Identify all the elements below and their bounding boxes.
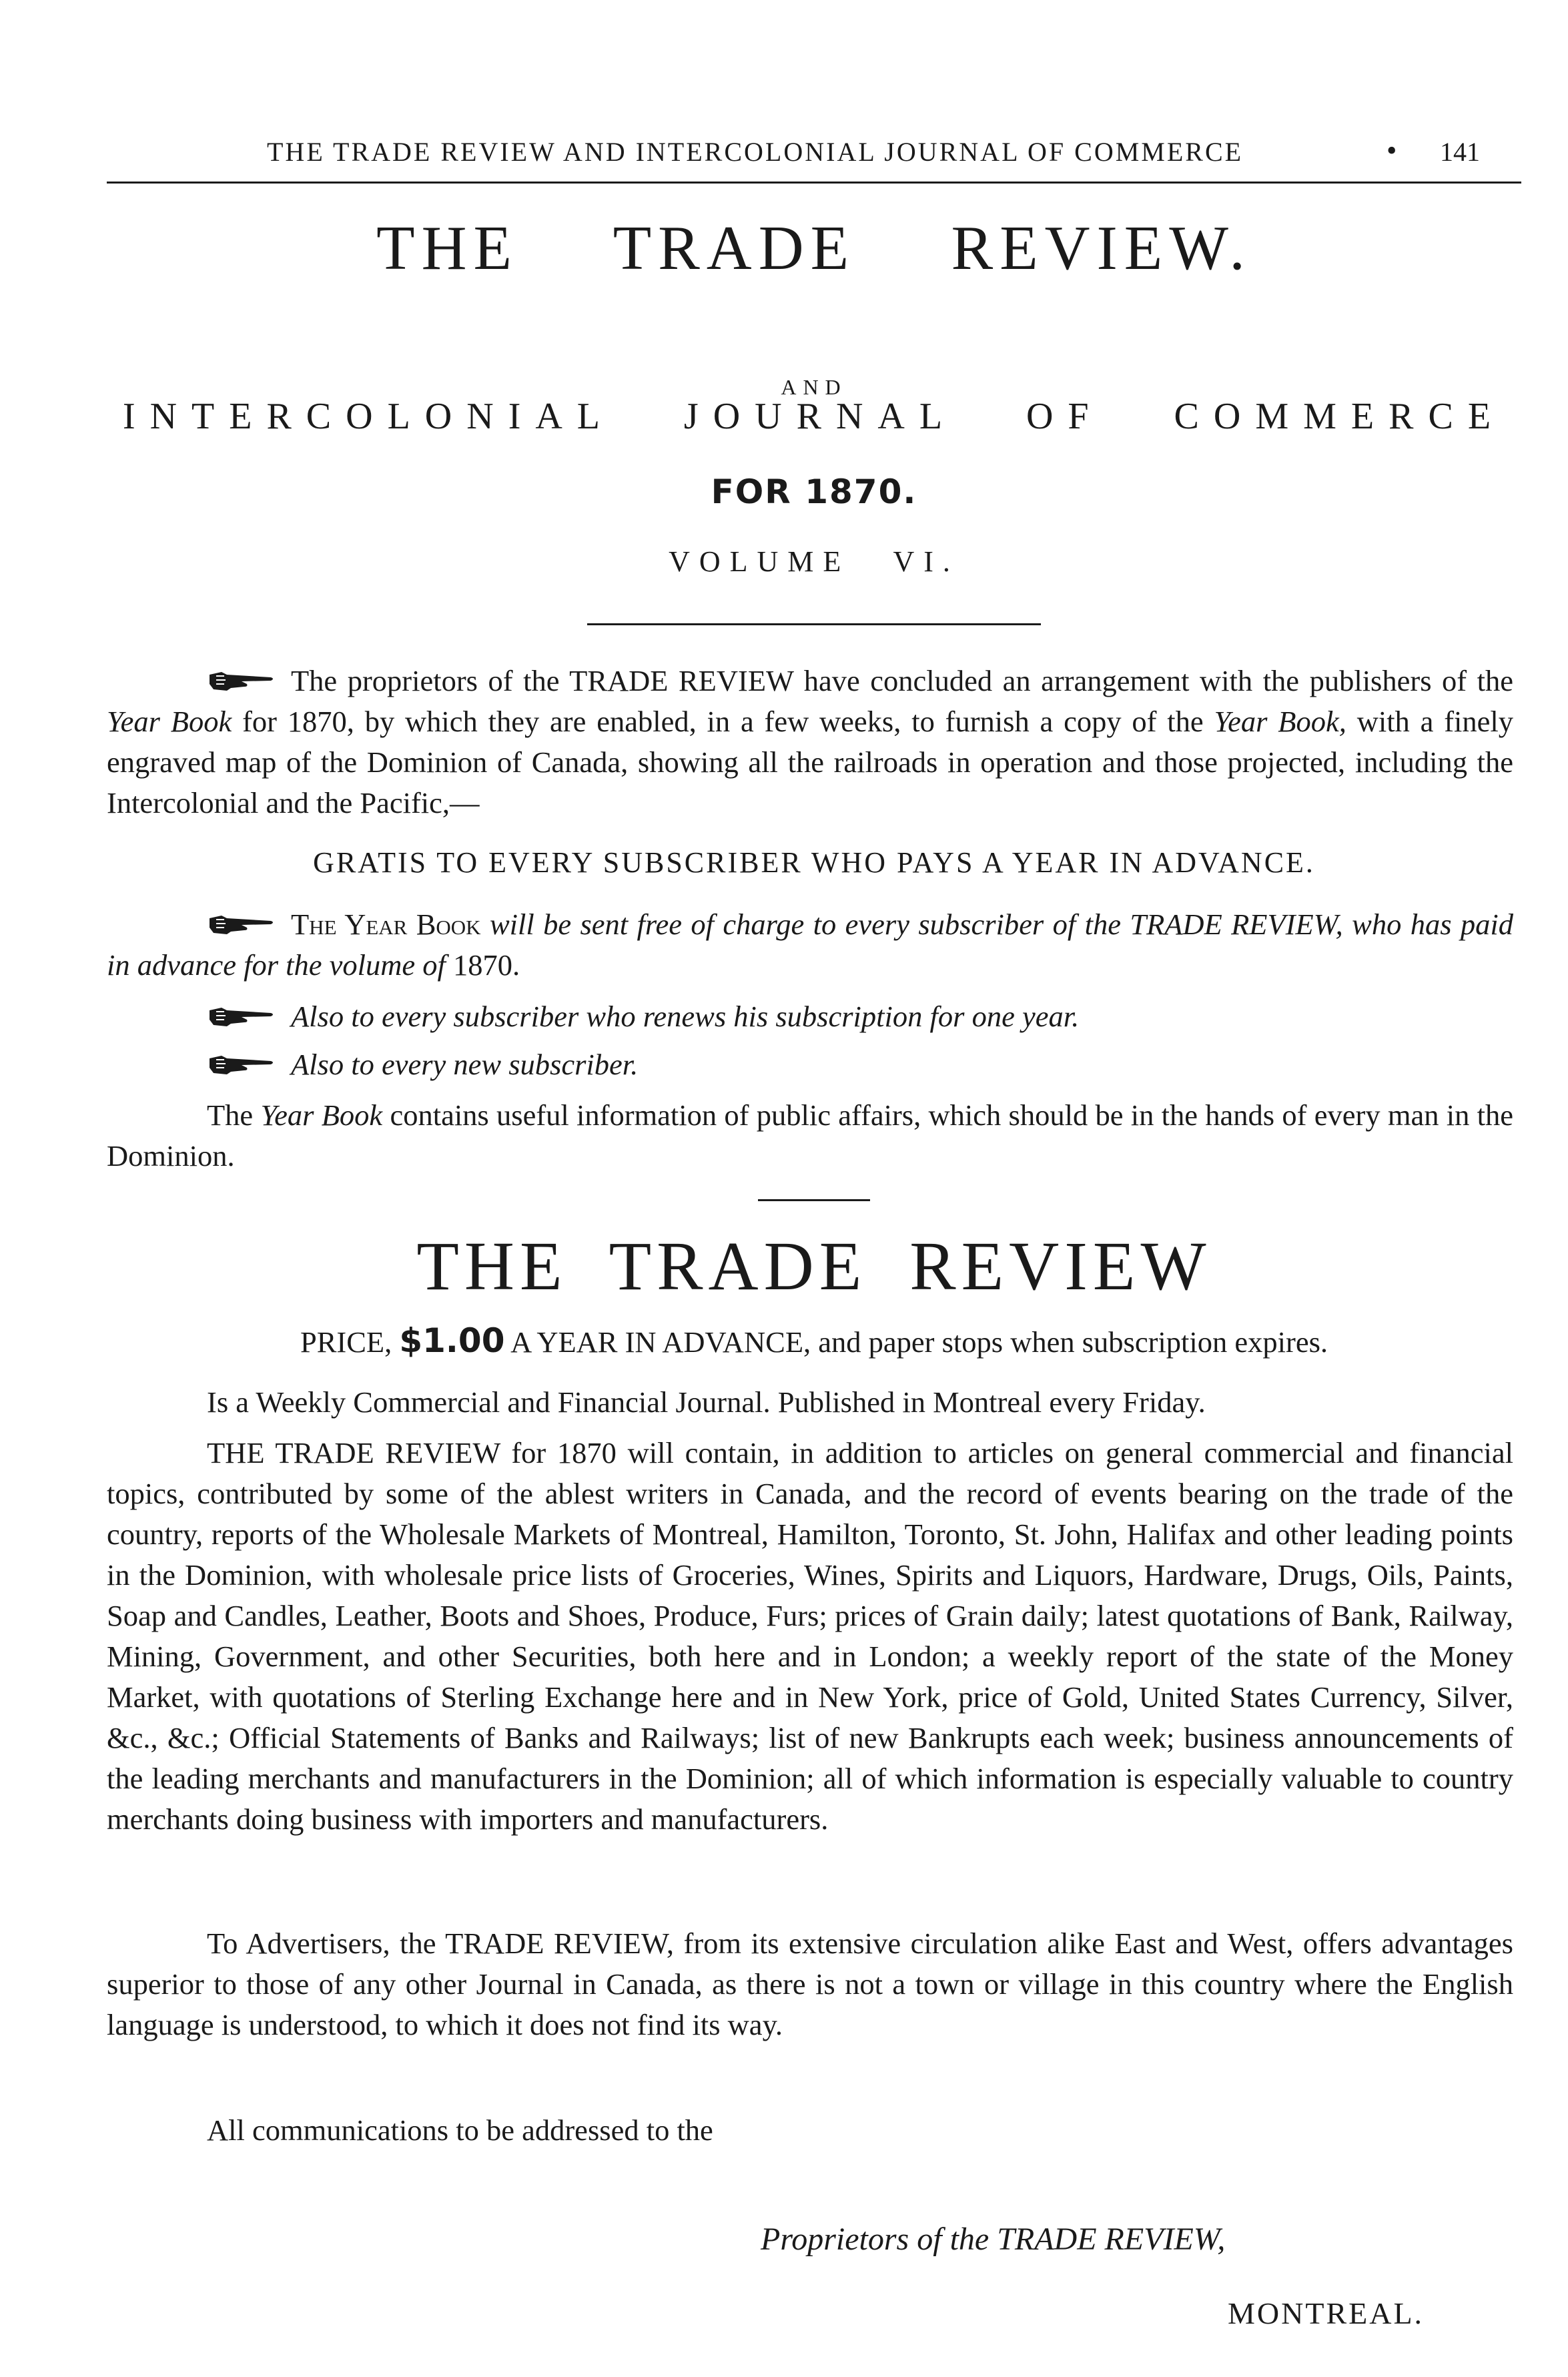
running-header-title: THE TRADE REVIEW AND INTERCOLONIAL JOURNAL OF COMMERCE xyxy=(267,137,1244,167)
masthead-title: THE TRADE REVIEW. xyxy=(376,214,1252,283)
notice-paragraph-5: The Year Book contains useful information of public affairs, which should be in the hands of every man in the Dominion. xyxy=(107,1098,1513,1172)
masthead-and: AND xyxy=(781,375,847,399)
page-number: 141 xyxy=(1440,137,1480,167)
masthead-volume: VOLUME VI. xyxy=(669,545,959,578)
masthead-subtitle: INTERCOLONIAL JOURNAL OF COMMERCE xyxy=(122,396,1506,437)
masthead-year: FOR 1870. xyxy=(711,472,917,511)
pointing-hand-icon xyxy=(207,1004,276,1029)
weekly-journal-line: Is a Weekly Commercial and Financial Journal. Published in Montreal every Friday. xyxy=(207,1385,1206,1419)
notice-paragraph-4: Also to every new subscriber. xyxy=(107,1044,1513,1085)
trade-review-contents-paragraph: THE TRADE REVIEW for 1870 will contain, in addition to articles on general commercial and financial topics, contributed by some of the ablest writers in Canada, and the record of events bearing on the trade of the country, reports of the Wholesale Markets of Montreal, Hamilton, Toronto, St. John, Halifax and other leading points in the Dominion, with wholesale price lists of Groceries, Wines, Spirits and Liquors, Hardware, Drugs, Oils, Paints, Soap and Candles, Leather, Boots and Shoes, Produce, Furs; prices of Grain daily; latest quotations of Bank, Railway, Mining, Government, and other Securities, both here and in London; a weekly report of the state of the Money Market, with quotations of Sterling Exchange here and in New York, price of Gold, United States Currency, Silver, &c., &c.; Official Statements of Banks and Railways; list of new Bankrupts each week; business announcements of the leading merchants and manufacturers in the Dominion; all of which information is especially valuable to country merchants doing business with importers and manufacturers. xyxy=(107,1436,1513,1836)
notice-paragraph-2: The Year Book will be sent free of charge to every subscriber of the TRADE REVIEW, who has paid in advance for the volume of 1870. xyxy=(107,908,1513,982)
price-line: PRICE, $1.00 A YEAR IN ADVANCE, and paper stops when subscription expires. xyxy=(300,1321,1328,1360)
pointing-hand-icon xyxy=(207,1052,276,1077)
running-header-dot: • xyxy=(1387,134,1397,167)
section-divider xyxy=(758,1199,870,1201)
pointing-hand-icon xyxy=(207,912,276,937)
trade-review-title: THE TRADE REVIEW xyxy=(416,1228,1212,1305)
masthead-divider xyxy=(587,623,1041,625)
notice-paragraph-1: The proprietors of the TRADE REVIEW have concluded an arrangement with the publishers of the Year Book for 1870, by which they are enabled, in a few weeks, to furnish a copy of the Year Book, with a finely engraved map of the Dominion of Canada, showing all the railroads in operation and those projected, including the Intercolonial and the Pacific,— xyxy=(107,664,1514,819)
notice-paragraph-3: Also to every subscriber who renews his subscription for one year. xyxy=(107,996,1513,1037)
running-header xyxy=(107,132,1521,175)
pointing-hand-icon xyxy=(207,668,276,693)
communications-line: All communications to be addressed to the xyxy=(207,2113,713,2147)
price-value: $1.00 xyxy=(399,1321,505,1360)
signature-city: MONTREAL. xyxy=(1228,2296,1425,2330)
gratis-line: GRATIS TO EVERY SUBSCRIBER WHO PAYS A YEAR IN ADVANCE. xyxy=(313,846,1315,879)
header-rule xyxy=(107,182,1521,184)
signature-proprietors: Proprietors of the TRADE REVIEW, xyxy=(761,2222,1226,2257)
advertisers-paragraph: To Advertisers, the TRADE REVIEW, from its extensive circulation alike East and West, offers advantages superior to those of any other Journal in Canada, as there is not a town or village in this country where the English language is understood, to which it does not find its way. xyxy=(107,1927,1513,2041)
